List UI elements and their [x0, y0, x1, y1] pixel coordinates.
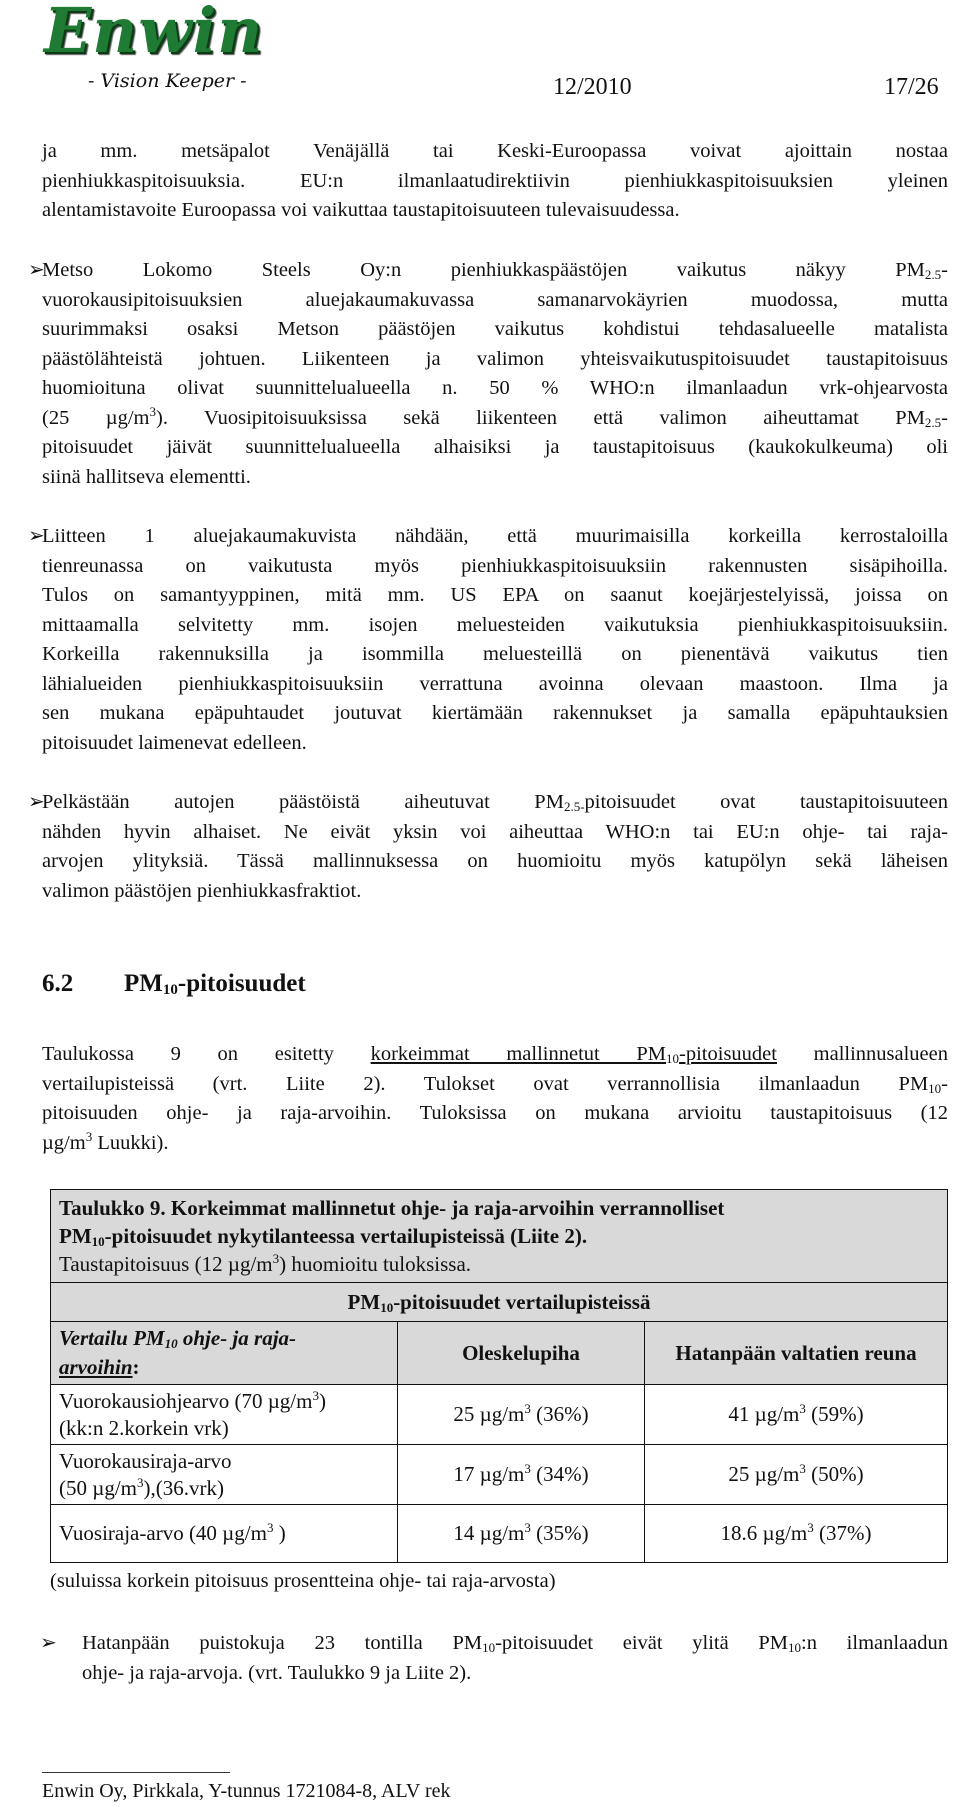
table-cell: 14 $\mu g/m^3$ (35%)	[398, 1505, 645, 1563]
logo-wordmark: Enwin	[44, 0, 264, 67]
table-row	[51, 1445, 948, 1505]
text-line: $\mu g/m^3$ Luukki).	[42, 1128, 169, 1154]
text-line: Tulos on samantyyppinen, mitä mm. US EPA on saanut koejärjestelyissä, joissa on	[42, 584, 948, 606]
table-group-header: $PM_{10}$-pitoisuudet vertailupisteissä	[51, 1283, 948, 1322]
text-line: lähialueiden pienhiukkaspitoisuuksiin verrattuna avoinna olevaan maastoon. Ilma ja	[42, 672, 948, 695]
table-caption-row	[51, 1190, 948, 1283]
text-line: ja mm. metsäpalot Venäjällä tai Keski-Euroopassa voivat ajoittain nostaa	[42, 140, 948, 162]
text-line: nähden hyvin alhaiset. Ne eivät yksin voi aiheuttaa WHO:n tai EU:n ohje- tai raja-	[42, 820, 948, 843]
text-line: päästölähteistä johtuen. Liikenteen ja valimon yhteisvaikutuspitoisuudet taustapitoisuus	[42, 347, 948, 370]
table-note: (suluissa korkein pitoisuus prosentteina ohje- tai raja-arvosta)	[50, 1570, 556, 1592]
text-line: sen mukana epäpuhtaudet joutuvat kiertämään rakennukset ja samalla epäpuhtauksien	[42, 702, 948, 724]
text-line: ohje- ja raja-arvoja. (vrt. Taulukko 9 ja Liite 2).	[82, 1661, 472, 1684]
bullet-item	[28, 256, 948, 492]
section-number: 6.2	[42, 970, 74, 997]
text-line: Pelkästään autojen päästöistä aiheutuvat $PM_{2.5-}pitoisuudet$ ovat taustapitoisuuteen	[42, 791, 948, 814]
table-9	[50, 1189, 948, 1563]
column-header: Oleskelupiha	[398, 1322, 645, 1385]
text-line: mittaamalla selvitetty mm. isojen meluesteiden vaikutuksia pienhiukkaspitoisuuksiin.	[42, 613, 948, 636]
table-cell: 41 $\mu g/m^3$ (59%)	[645, 1385, 948, 1445]
text-line: vertailupisteissä (vrt. Liite 2). Tulokset ovat verrannollisia ilmanlaadun $PM_{10}-$	[42, 1072, 948, 1096]
table-cell: 17 $\mu g/m^3$ (34%)	[398, 1445, 645, 1505]
section-title: $PM_{10}$-pitoisuudet	[124, 970, 306, 998]
text-line: vuorokausipitoisuuksien aluejakaumakuvassa samanarvokäyrien muodossa, mutta	[42, 288, 948, 311]
arrow-bullet-icon: ➢	[40, 1632, 57, 1654]
footer-text: Enwin Oy, Pirkkala, Y-tunnus 1721084-8, ALV rek	[42, 1780, 451, 1802]
underlined-phrase: korkeimmat mallinnetut $PM_{10}$-pitoisuudet	[370, 1043, 777, 1066]
text-line: Korkeilla rakennuksilla ja isommilla meluesteillä on pienentävä vaikutus tien	[42, 643, 948, 665]
text-line: pitoisuuden ohje- ja raja-arvoihin. Tuloksissa on mukana arvioitu taustapitoisuus (12	[42, 1102, 948, 1124]
text-line: pitoisuudet laimenevat edelleen.	[42, 731, 307, 754]
table-cell: 25 $\mu g/m^3$ (50%)	[645, 1445, 948, 1505]
table-cell: 25 $\mu g/m^3$ (36%)	[398, 1385, 645, 1445]
footer-rule	[42, 1772, 230, 1773]
table-cell: Vuosiraja-arvo (40 $\mu g/m^3$ )	[51, 1505, 398, 1563]
table-header-row	[51, 1322, 948, 1385]
paragraph-intro	[42, 137, 948, 226]
text-line: Liitteen 1 aluejakaumakuvista nähdään, että muurimaisilla korkeilla kerrostaloilla	[42, 525, 948, 547]
paragraph-pm10	[42, 1040, 948, 1158]
text-line: suurimmaksi osaksi Metson päästöjen vaikutus kohdistui tehdasalueelle matalista	[42, 318, 948, 340]
table-group-header-row	[51, 1283, 948, 1322]
arrow-bullet-icon: ➢	[28, 525, 45, 547]
arrow-bullet-icon: ➢	[28, 791, 45, 813]
text-line: Metso Lokomo Steels Oy:n pienhiukkaspäästöjen vaikutus näkyy $PM_{2.5}-$	[42, 259, 948, 282]
table-cell: 18.6 $\mu g/m^3$ (37%)	[645, 1505, 948, 1563]
table-caption: Taulukko 9. Korkeimmat mallinnetut ohje- ja raja-arvoihin verrannolliset $PM_{10}$-pitoisuudet nykytilanteessa vertailupisteissä (Liite 2). Taustapitoisuus (12 $\mu g/m^3$) huomioitu tuloksissa.	[51, 1190, 948, 1283]
text-line: arvojen ylityksiä. Tässä mallinnuksessa on huomioitu myös katupölyn sekä läheisen	[42, 850, 948, 872]
text-line: tienreunassa on vaikutusta myös pienhiukkaspitoisuuksiin rakennusten sisäpihoilla.	[42, 554, 948, 577]
table-row	[51, 1505, 948, 1563]
bullet-item	[40, 1629, 949, 1688]
text-line: valimon päästöjen pienhiukkasfraktiot.	[42, 879, 362, 902]
logo-tagline: - Vision Keeper -	[88, 70, 247, 92]
arrow-bullet-icon: ➢	[28, 259, 45, 281]
column-header: Hatanpään valtatien reuna	[645, 1322, 948, 1385]
company-logo	[44, 0, 304, 100]
text-line: Taulukossa 9 on esitetty korkeimmat mallinnetut $PM_{10}$-pitoisuudet mallinnusalueen	[42, 1043, 948, 1066]
bullet-item	[28, 522, 948, 758]
table-row	[51, 1385, 948, 1445]
text-line: Hatanpään puistokuja 23 tontilla $PM_{10}$-pitoisuudet eivät ylitä $PM_{10}:n$ ilmanlaadun	[82, 1632, 949, 1655]
section-heading	[42, 970, 306, 998]
text-line: pitoisuudet jäivät suunnittelualueella alhaisiksi ja taustapitoisuus (kaukokulkeuma) oli	[42, 436, 948, 458]
text-line: huomioituna olivat suunnittelualueella n. 50 % WHO:n ilmanlaadun vrk-ohjearvosta	[42, 377, 948, 399]
bullet-item	[28, 788, 948, 906]
table-cell: Vuorokausiohjearvo (70 $\mu g/m^3$) (kk:n 2.korkein vrk)	[51, 1385, 398, 1445]
text-line: pienhiukkaspitoisuuksia. EU:n ilmanlaatudirektiivin pienhiukkaspitoisuuksien yleinen	[42, 169, 948, 192]
table-cell: Vuorokausiraja-arvo (50 $\mu g/m^3),(36.vrk)$	[51, 1445, 398, 1505]
column-header: Vertailu $PM_{10}$ ohje- ja raja- arvoihin:	[51, 1322, 398, 1385]
header-page-number: 17/26	[884, 74, 939, 100]
header-date: 12/2010	[553, 74, 632, 100]
text-line: siinä hallitseva elementti.	[42, 465, 251, 488]
text-line: alentamistavoite Euroopassa voi vaikuttaa taustapitoisuuteen tulevaisuudessa.	[42, 199, 680, 221]
text-line: (25 $\mu g/m^3$). Vuosipitoisuuksissa sekä liikenteen että valimon aiheuttamat $PM_{2.5}-$	[42, 403, 948, 430]
